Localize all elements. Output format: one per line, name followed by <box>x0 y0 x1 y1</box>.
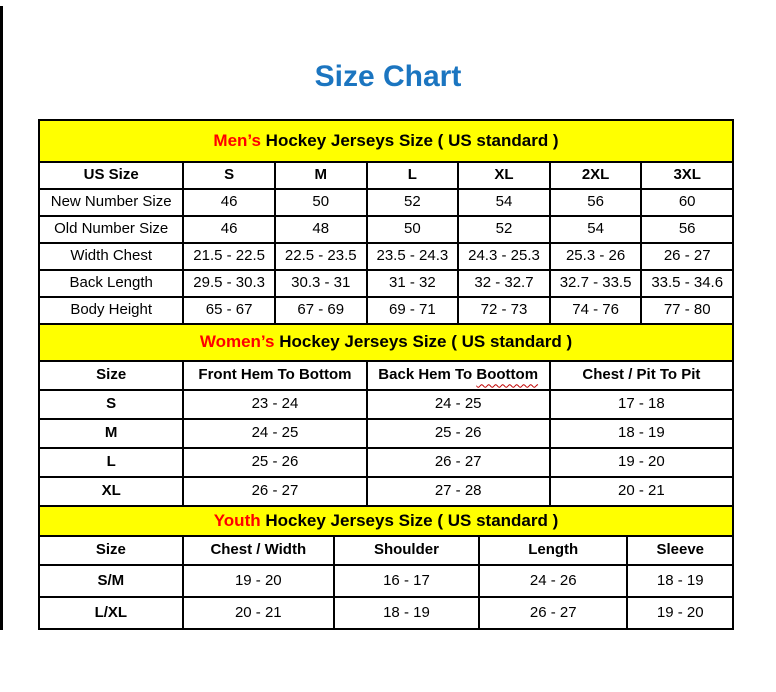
page-title: Size Chart <box>314 60 462 93</box>
window-edge-line <box>0 6 3 630</box>
mens-value-cell: 65 - 67 <box>183 297 275 324</box>
youth-column-header: Shoulder <box>334 536 479 565</box>
mens-table-row <box>39 270 733 297</box>
womens-size-table <box>38 323 734 507</box>
youth-header-row <box>39 536 733 565</box>
womens-column-header: Front Hem To Bottom <box>183 361 366 390</box>
mens-section-title: Men’s Hockey Jerseys Size ( US standard ) <box>39 120 733 162</box>
womens-column-header: Chest / Pit To Pit <box>550 361 733 390</box>
mens-column-header: US Size <box>39 162 183 189</box>
mens-value-cell: 48 <box>275 216 367 243</box>
misspelled-word: Boottom <box>476 366 539 384</box>
youth-value-cell: 18 - 19 <box>334 597 479 629</box>
womens-table-row <box>39 419 733 448</box>
mens-value-cell: 23.5 - 24.3 <box>367 243 459 270</box>
mens-value-cell: 52 <box>367 189 459 216</box>
womens-value-cell: 24 - 25 <box>367 390 550 419</box>
womens-value-cell: 19 - 20 <box>550 448 733 477</box>
mens-column-header: M <box>275 162 367 189</box>
mens-value-cell: 56 <box>550 189 642 216</box>
mens-row-label: Body Height <box>39 297 183 324</box>
womens-value-cell: 25 - 26 <box>183 448 366 477</box>
mens-value-cell: 22.5 - 23.5 <box>275 243 367 270</box>
mens-value-cell: 56 <box>641 216 733 243</box>
youth-table-row <box>39 565 733 597</box>
mens-header-row <box>39 162 733 189</box>
womens-value-cell: 25 - 26 <box>367 419 550 448</box>
mens-value-cell: 54 <box>458 189 550 216</box>
mens-column-header: 3XL <box>641 162 733 189</box>
mens-value-cell: 31 - 32 <box>367 270 459 297</box>
mens-row-label: Back Length <box>39 270 183 297</box>
youth-value-cell: 16 - 17 <box>334 565 479 597</box>
womens-column-header: Size <box>39 361 183 390</box>
mens-section-title-accent: Men’s <box>213 130 261 150</box>
mens-table-row <box>39 297 733 324</box>
youth-row-label: S/M <box>39 565 183 597</box>
mens-value-cell: 77 - 80 <box>641 297 733 324</box>
youth-value-cell: 24 - 26 <box>479 565 628 597</box>
youth-row-label: L/XL <box>39 597 183 629</box>
mens-row-label: Width Chest <box>39 243 183 270</box>
youth-value-cell: 19 - 20 <box>627 597 733 629</box>
womens-value-cell: 17 - 18 <box>550 390 733 419</box>
mens-value-cell: 21.5 - 22.5 <box>183 243 275 270</box>
mens-value-cell: 50 <box>275 189 367 216</box>
womens-value-cell: 26 - 27 <box>367 448 550 477</box>
womens-value-cell: 26 - 27 <box>183 477 366 506</box>
youth-value-cell: 18 - 19 <box>627 565 733 597</box>
mens-value-cell: 26 - 27 <box>641 243 733 270</box>
mens-table-row <box>39 216 733 243</box>
mens-value-cell: 24.3 - 25.3 <box>458 243 550 270</box>
mens-column-header: L <box>367 162 459 189</box>
mens-value-cell: 46 <box>183 189 275 216</box>
mens-value-cell: 60 <box>641 189 733 216</box>
mens-row-label: Old Number Size <box>39 216 183 243</box>
youth-section-title: Youth Hockey Jerseys Size ( US standard ) <box>39 506 733 536</box>
mens-value-cell: 32.7 - 33.5 <box>550 270 642 297</box>
mens-value-cell: 52 <box>458 216 550 243</box>
mens-value-cell: 74 - 76 <box>550 297 642 324</box>
size-chart <box>38 119 734 630</box>
mens-table-row <box>39 189 733 216</box>
mens-value-cell: 54 <box>550 216 642 243</box>
youth-value-cell: 26 - 27 <box>479 597 628 629</box>
womens-table-row <box>39 448 733 477</box>
womens-table-row <box>39 390 733 419</box>
youth-column-header: Size <box>39 536 183 565</box>
youth-value-cell: 20 - 21 <box>183 597 334 629</box>
mens-value-cell: 32 - 32.7 <box>458 270 550 297</box>
womens-section-title-accent: Women’s <box>199 332 275 352</box>
womens-header-row <box>39 361 733 390</box>
mens-value-cell: 33.5 - 34.6 <box>641 270 733 297</box>
mens-column-header: S <box>183 162 275 189</box>
youth-column-header: Chest / Width <box>183 536 334 565</box>
mens-column-header: XL <box>458 162 550 189</box>
mens-value-cell: 50 <box>367 216 459 243</box>
womens-row-label: M <box>39 419 183 448</box>
mens-value-cell: 46 <box>183 216 275 243</box>
mens-size-table <box>38 119 734 325</box>
womens-value-cell: 18 - 19 <box>550 419 733 448</box>
womens-value-cell: 20 - 21 <box>550 477 733 506</box>
youth-column-header: Sleeve <box>627 536 733 565</box>
youth-table-row <box>39 597 733 629</box>
mens-value-cell: 69 - 71 <box>367 297 459 324</box>
youth-column-header: Length <box>479 536 628 565</box>
mens-value-cell: 72 - 73 <box>458 297 550 324</box>
youth-section-title-accent: Youth <box>213 510 261 530</box>
womens-value-cell: 23 - 24 <box>183 390 366 419</box>
mens-column-header: 2XL <box>550 162 642 189</box>
womens-section-title: Women’s Hockey Jerseys Size ( US standard ) <box>39 324 733 361</box>
youth-value-cell: 19 - 20 <box>183 565 334 597</box>
womens-row-label: S <box>39 390 183 419</box>
mens-value-cell: 25.3 - 26 <box>550 243 642 270</box>
womens-row-label: L <box>39 448 183 477</box>
mens-value-cell: 29.5 - 30.3 <box>183 270 275 297</box>
mens-value-cell: 30.3 - 31 <box>275 270 367 297</box>
womens-value-cell: 27 - 28 <box>367 477 550 506</box>
womens-row-label: XL <box>39 477 183 506</box>
youth-size-table <box>38 505 734 630</box>
womens-table-row <box>39 477 733 506</box>
womens-value-cell: 24 - 25 <box>183 419 366 448</box>
mens-row-label: New Number Size <box>39 189 183 216</box>
mens-table-row <box>39 243 733 270</box>
womens-column-header: Back Hem To Boottom <box>367 361 550 390</box>
mens-value-cell: 67 - 69 <box>275 297 367 324</box>
